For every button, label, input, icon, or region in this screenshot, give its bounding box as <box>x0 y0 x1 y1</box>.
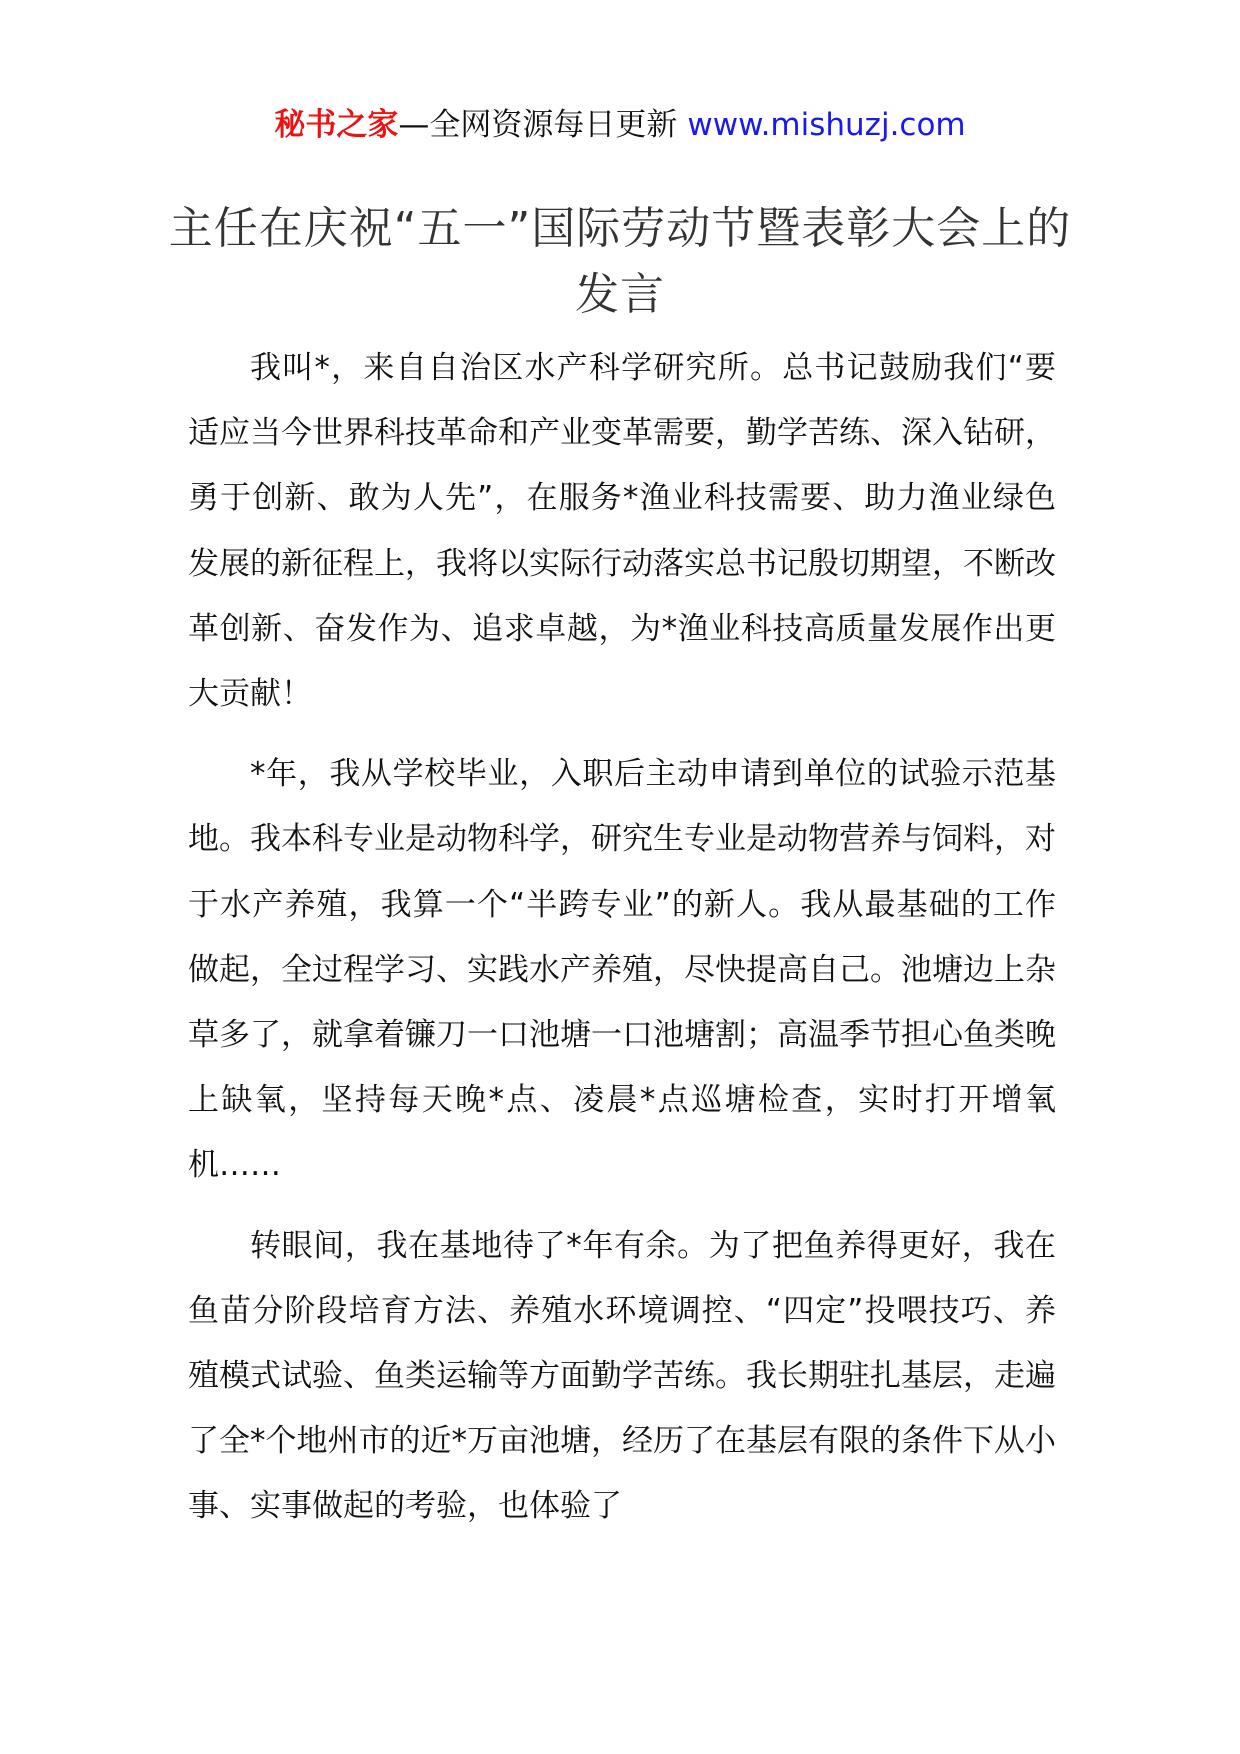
document-body <box>188 336 1056 1555</box>
site-header <box>0 102 1240 148</box>
site-url-link[interactable]: www.mishuzj.com <box>687 107 966 143</box>
document-title: 主任在庆祝“五一”国际劳动节暨表彰大会上的发言 <box>168 203 1072 320</box>
body-paragraph: 我叫*，来自自治区水产科学研究所。总书记鼓励我们“要适应当今世界科技革命和产业变革需要，勤学苦练、深入钻研，勇于创新、敢为人先”，在服务*渔业科技需要、助力渔业绿色发展的新征程上，我将以实际行动落实总书记殷切期望，不断改革创新、奋发作为、追求卓越，为*渔业科技高质量发展作出更大贡献！ <box>188 350 1056 713</box>
body-paragraph: 转眼间，我在基地待了*年有余。为了把鱼养得更好，我在鱼苗分阶段培育方法、养殖水环境调控、“四定”投喂技巧、养殖模式试验、鱼类运输等方面勤学苦练。我长期驻扎基层，走遍了全*个地州市的近*万亩池塘，经历了在基层有限的条件下从小事、实事做起的考验，也体验了 <box>188 1227 1056 1525</box>
site-tagline: —全网资源每日更新 <box>398 107 678 143</box>
body-paragraph: *年，我从学校毕业，入职后主动申请到单位的试验示范基地。我本科专业是动物科学，研究生专业是动物营养与饲料，对于水产养殖，我算一个“半跨专业”的新人。我从最基础的工作做起，全过程学习、实践水产养殖，尽快提高自己。池塘边上杂草多了，就拿着镰刀一口池塘一口池塘割；高温季节担心鱼类晚上缺氧，坚持每天晚*点、凌晨*点巡塘检查，实时打开增氧机…… <box>188 756 1056 1184</box>
site-brand: 秘书之家 <box>274 107 399 143</box>
